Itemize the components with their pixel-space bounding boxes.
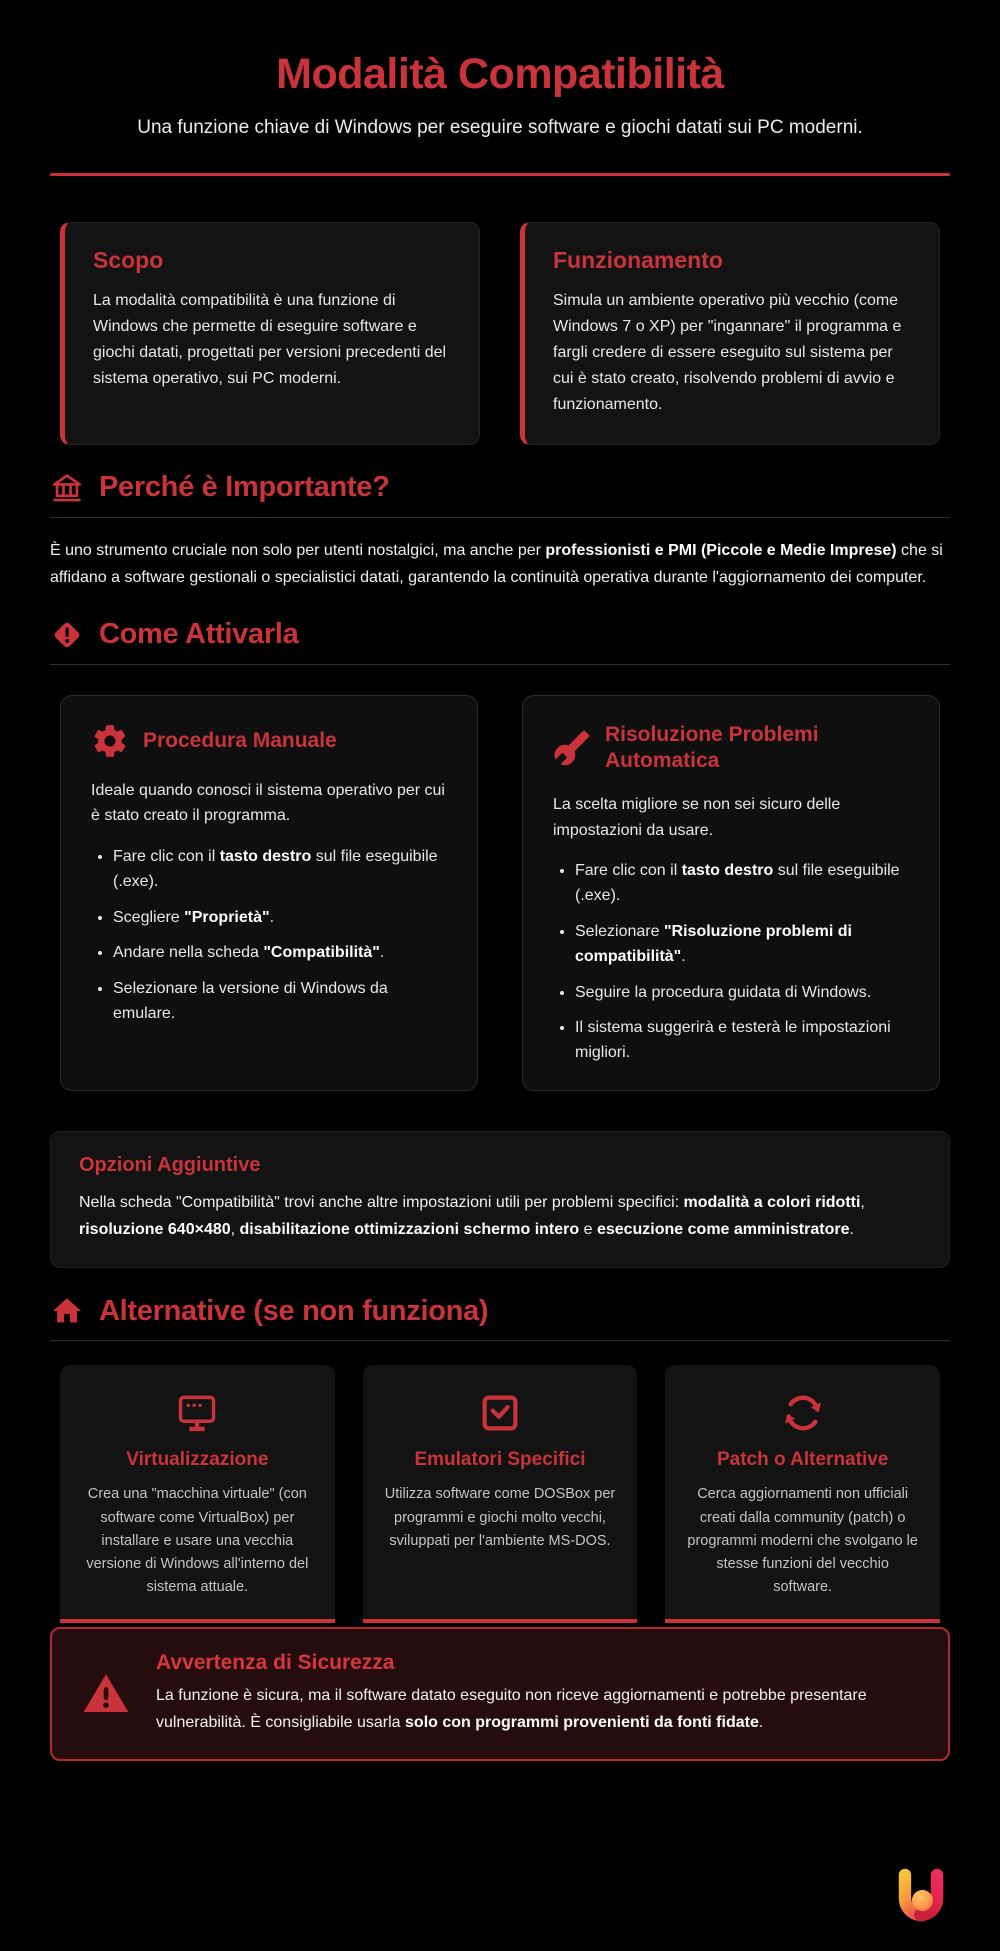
extra-options-body: Nella scheda "Compatibilità" trovi anche altre impostazioni utili per problemi specifici: modalità a colori ridotti, risoluzione 640×480, disabilitazione ottimizzazioni schermo intero e esecuzione come amministratore. bbox=[79, 1193, 865, 1239]
emulators-body: Utilizza software come DOSBox per programmi e giochi molto vecchi, sviluppati per l'ambiente MS-DOS. bbox=[384, 1486, 616, 1549]
title-divider bbox=[50, 173, 950, 176]
patch-card bbox=[665, 1365, 940, 1623]
scopo-card-body: La modalità compatibilità è una funzione di Windows che permette di eseguire software e giochi datati, progettati per versioni precedenti del sistema operativo, sui PC moderni. bbox=[93, 292, 447, 388]
security-warning-title: Avvertenza di Sicurezza bbox=[156, 1651, 395, 1675]
intro-cards-row bbox=[60, 222, 940, 445]
list-item: • Fare clic con il tasto destro sul file eseguibile (.exe). bbox=[575, 859, 909, 909]
howto-cards-row bbox=[60, 695, 940, 1091]
u-brand-logo bbox=[886, 1859, 956, 1939]
extra-options-title: Opzioni Aggiuntive bbox=[79, 1153, 261, 1176]
alternatives-section-header bbox=[50, 1294, 950, 1328]
importance-divider bbox=[50, 517, 950, 518]
manual-procedure-list bbox=[91, 845, 447, 1027]
wrench-icon bbox=[553, 729, 591, 767]
page-subtitle: Una funzione chiave di Windows per eseguire software e giochi datati sui PC moderni. bbox=[137, 117, 863, 139]
auto-troubleshoot-card bbox=[522, 695, 940, 1091]
refresh-icon bbox=[779, 1391, 827, 1435]
infographic bbox=[0, 50, 1000, 1761]
manual-procedure-header bbox=[91, 722, 447, 760]
virtualization-body: Crea una "macchina virtuale" (con software come VirtualBox) per installare e usare una vecchia versione di Windows all'interno del sistema attuale. bbox=[86, 1486, 309, 1596]
security-warning-card bbox=[50, 1627, 950, 1761]
importance-section-title: Perché è Importante? bbox=[99, 471, 390, 504]
activation-section-title: Come Attivarla bbox=[99, 618, 299, 651]
page-title: Modalità Compatibilità bbox=[276, 50, 724, 98]
gear-icon bbox=[91, 722, 129, 760]
patch-body: Cerca aggiornamenti non ufficiali creati dalla community (patch) o programmi moderni che svolgano le stesse funzioni del vecchio software. bbox=[687, 1486, 918, 1596]
auto-troubleshoot-header bbox=[553, 722, 909, 775]
auto-troubleshoot-intro: La scelta migliore se non sei sicuro delle impostazioni da usare. bbox=[553, 796, 841, 839]
list-item: • Il sistema suggerirà e testerà le impostazioni migliori. bbox=[575, 1016, 909, 1066]
list-item: • Scegliere "Proprietà". bbox=[113, 906, 447, 931]
diamond-alert-icon bbox=[50, 618, 84, 652]
alternatives-divider bbox=[50, 1340, 950, 1341]
importance-section-header bbox=[50, 471, 950, 505]
importance-paragraph: È uno strumento cruciale non solo per utenti nostalgici, ma anche per professionisti e PMI (Piccole e Medie Imprese) che si affidano a software gestionali o specialistici datati, garantendo la continuità operativa durante l'aggiornamento dei computer. bbox=[50, 541, 943, 586]
patch-title: Patch o Alternative bbox=[716, 1449, 889, 1471]
alternatives-cards-row bbox=[60, 1365, 940, 1623]
funzionamento-card-title: Funzionamento bbox=[553, 247, 723, 274]
warning-triangle-icon bbox=[80, 1670, 132, 1718]
auto-troubleshoot-title: Risoluzione Problemi Automatica bbox=[605, 722, 819, 772]
virtualization-card bbox=[60, 1365, 335, 1623]
bank-icon bbox=[50, 471, 84, 505]
manual-procedure-title: Procedura Manuale bbox=[143, 728, 337, 752]
home-icon bbox=[50, 1294, 84, 1328]
list-item: • Andare nella scheda "Compatibilità". bbox=[113, 941, 447, 966]
extra-options-card bbox=[50, 1131, 950, 1268]
monitor-icon bbox=[173, 1391, 221, 1435]
list-item: • Selezionare la versione di Windows da emulare. bbox=[113, 977, 447, 1027]
scopo-card bbox=[60, 222, 480, 445]
checkbox-icon bbox=[476, 1391, 524, 1435]
list-item: • Fare clic con il tasto destro sul file eseguibile (.exe). bbox=[113, 845, 447, 895]
activation-section-header bbox=[50, 618, 950, 652]
auto-troubleshoot-list bbox=[553, 859, 909, 1066]
list-item: • Seguire la procedura guidata di Windows. bbox=[575, 981, 909, 1006]
alternatives-section-title: Alternative (se non funziona) bbox=[99, 1294, 489, 1327]
manual-procedure-intro: Ideale quando conosci il sistema operativo per cui è stato creato il programma. bbox=[91, 781, 445, 825]
emulators-title: Emulatori Specifici bbox=[414, 1449, 586, 1471]
security-warning-body: La funzione è sicura, ma il software datato eseguito non riceve aggiornamenti e potrebbe presentare vulnerabilità. È consigliabile usarla solo con programmi provenienti da fonti fidate. bbox=[156, 1687, 867, 1732]
list-item: • Selezionare "Risoluzione problemi di compatibilità". bbox=[575, 920, 909, 970]
funzionamento-card-body: Simula un ambiente operativo più vecchio (come Windows 7 o XP) per "ingannare" il programma e fargli credere di essere eseguito sul sistema per cui è stato creato, risolvendo problemi di avvio e funzionamento. bbox=[553, 292, 902, 414]
manual-procedure-card bbox=[60, 695, 478, 1091]
security-warning-content bbox=[156, 1651, 920, 1737]
activation-divider bbox=[50, 664, 950, 665]
emulators-card bbox=[363, 1365, 638, 1623]
virtualization-title: Virtualizzazione bbox=[126, 1449, 269, 1471]
scopo-card-title: Scopo bbox=[93, 247, 164, 274]
funzionamento-card bbox=[520, 222, 940, 445]
